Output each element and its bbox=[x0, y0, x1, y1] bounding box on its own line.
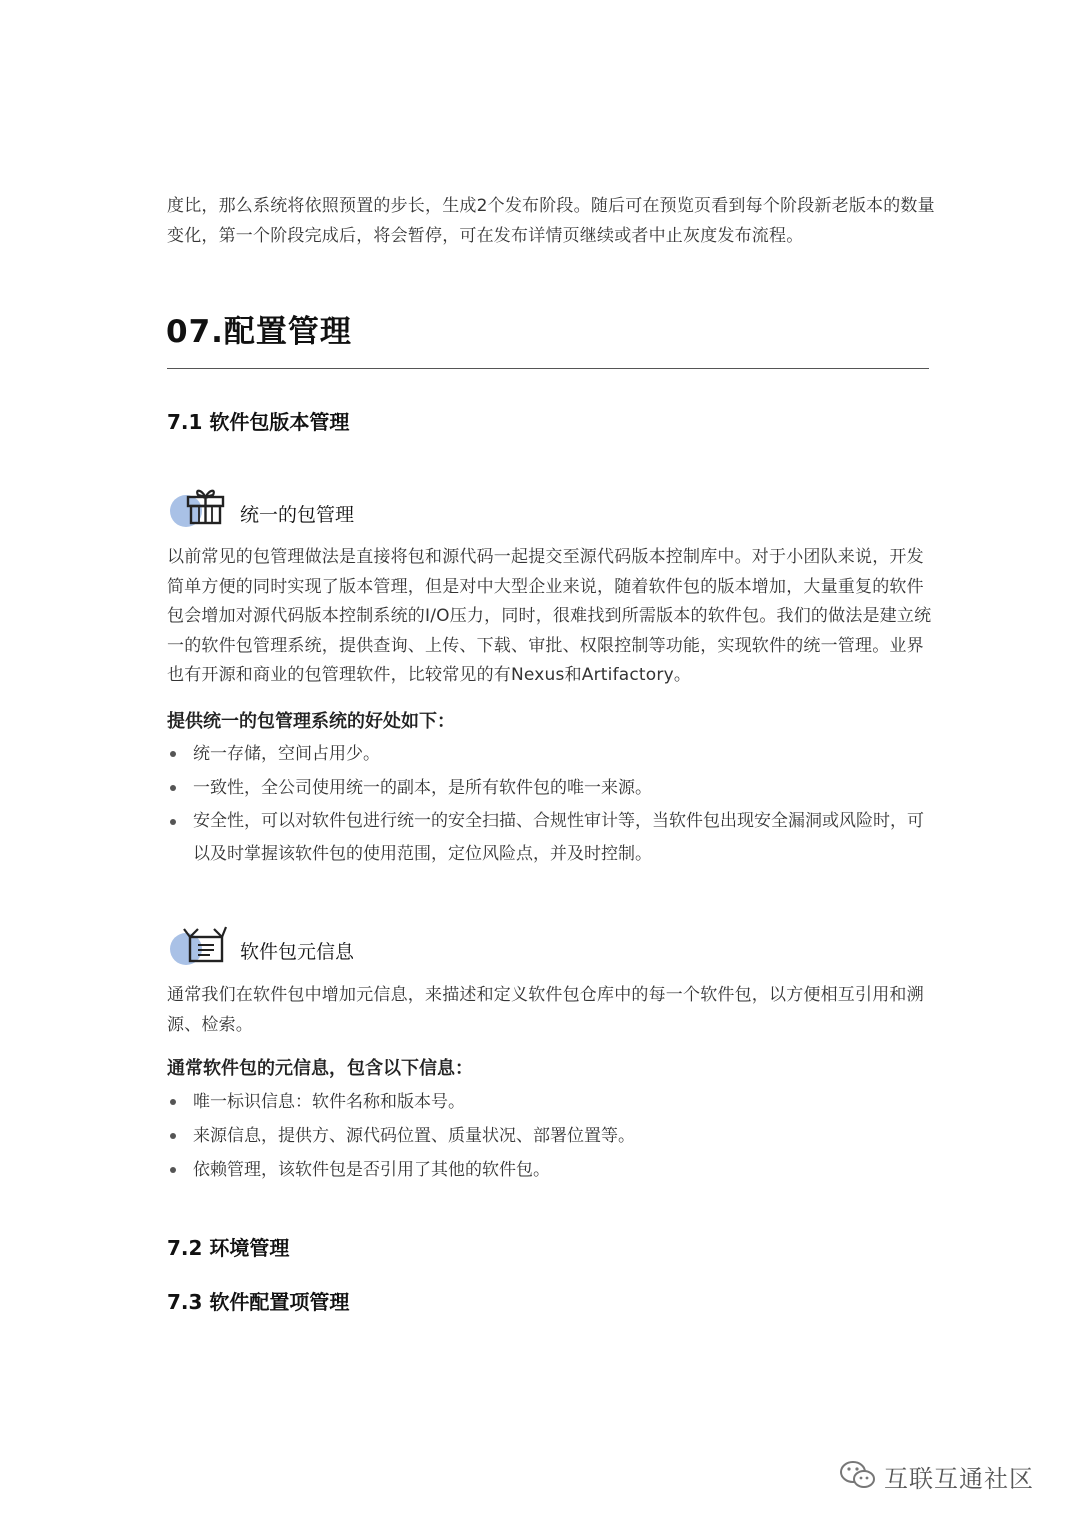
bullet-dot bbox=[170, 1167, 176, 1173]
unified-body-paragraph: 以前常见的包管理做法是直接将包和源代码一起提交至源代码版本控制库中。对于小团队来说，开发简单方便的同时实现了版本管理，但是对中大型企业来说，随着软件包的版本增加，大量重复的软件包会增加对源代码版本控制系统的I/O压力，同时，很难找到所需版本的软件包。我们的做法是建立统一的软件包管理系统，提供查询、上传、下载、审批、权限控制等功能，实现软件的统一管理。业界也有开源和商业的包管理软件，比较常见的有Nexus和Artifactory。 bbox=[167, 547, 932, 685]
wechat-icon bbox=[838, 1459, 878, 1491]
intro-paragraph: 度比，那么系统将依照预置的步长，生成2个发布阶段。随后可在预览页看到每个阶段新老版本的数量变化，第一个阶段完成后，将会暂停，可在发布详情页继续或者中止灰度发布流程。 bbox=[167, 196, 935, 246]
unified-benefits-lead: 提供统一的包管理系统的好处如下： bbox=[167, 711, 455, 732]
open-box-icon bbox=[168, 921, 230, 971]
watermark bbox=[838, 1455, 1058, 1495]
metadata-list bbox=[167, 1085, 937, 1187]
unified-benefits-list bbox=[167, 737, 937, 871]
bullet-dot bbox=[170, 819, 176, 825]
chapter-title: 07.配置管理 bbox=[166, 314, 352, 350]
metadata-lead: 通常软件包的元信息，包含以下信息： bbox=[167, 1058, 473, 1079]
chapter-divider bbox=[167, 368, 929, 369]
list-item: 统一存储，空间占用少。 bbox=[167, 737, 937, 771]
subsection-metadata-title: 软件包元信息 bbox=[240, 941, 355, 963]
list-item: 安全性，可以对软件包进行统一的安全扫描、合规性审计等，当软件包出现安全漏洞或风险时，可以及时掌握该软件包的使用范围，定位风险点，并及时控制。 bbox=[167, 805, 937, 871]
metadata-body-paragraph: 通常我们在软件包中增加元信息，来描述和定义软件包仓库中的每一个软件包，以方便相互引用和溯源、检索。 bbox=[167, 985, 924, 1035]
section-heading-7-3: 7.3 软件配置项管理 bbox=[167, 1290, 350, 1314]
section-heading-7-1: 7.1 软件包版本管理 bbox=[167, 410, 350, 434]
bullet-dot bbox=[170, 785, 176, 791]
bullet-dot bbox=[170, 1133, 176, 1139]
list-item: 依赖管理，该软件包是否引用了其他的软件包。 bbox=[167, 1153, 937, 1187]
subsection-unified-title: 统一的包管理 bbox=[240, 504, 355, 526]
gift-box-icon bbox=[168, 484, 230, 534]
list-item: 一致性，全公司使用统一的副本，是所有软件包的唯一来源。 bbox=[167, 771, 937, 805]
section-heading-7-2: 7.2 环境管理 bbox=[167, 1236, 290, 1260]
bullet-dot bbox=[170, 751, 176, 757]
list-item: 唯一标识信息：软件名称和版本号。 bbox=[167, 1085, 937, 1119]
list-item: 来源信息，提供方、源代码位置、质量状况、部署位置等。 bbox=[167, 1119, 937, 1153]
subsection-metadata-header bbox=[168, 921, 568, 971]
bullet-dot bbox=[170, 1099, 176, 1105]
watermark-text: 互联互通社区 bbox=[884, 1465, 1034, 1493]
subsection-unified-header bbox=[168, 484, 568, 534]
